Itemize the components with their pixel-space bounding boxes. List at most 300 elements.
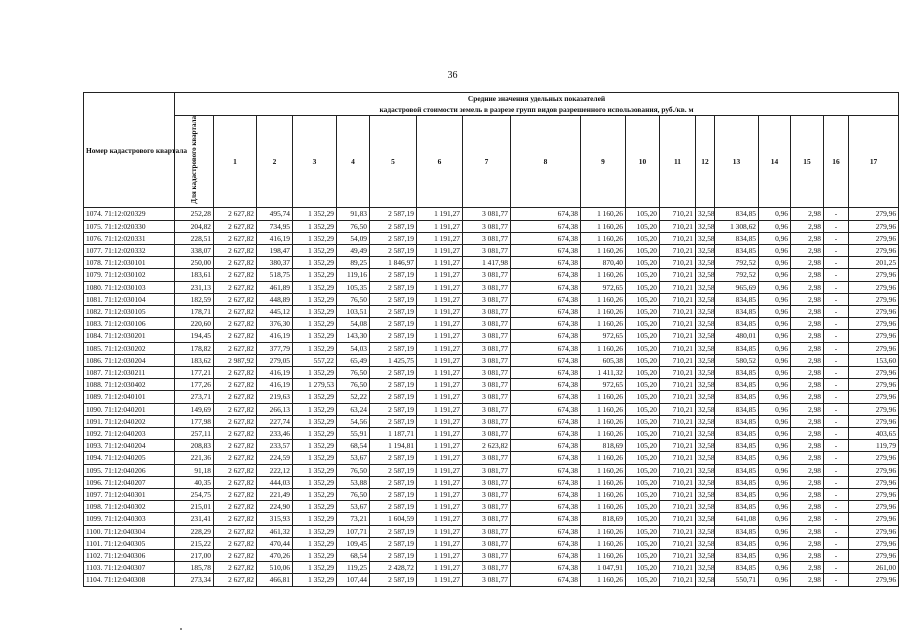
value-cell: 105,20 [626, 513, 660, 525]
kvartal-number-cell: 1081. 71:12:030104 [84, 293, 175, 305]
value-cell: 3 081,77 [463, 550, 511, 562]
value-cell: 2,98 [791, 440, 824, 452]
value-cell: 2,98 [791, 220, 824, 232]
value-cell: 32,58 [696, 452, 715, 464]
value-cell: 416,19 [257, 379, 293, 391]
value-cell: 105,20 [626, 354, 660, 366]
value-cell: 2 587,19 [370, 452, 417, 464]
value-cell: 1 352,29 [293, 574, 337, 586]
value-cell: - [824, 489, 849, 501]
value-cell: 2,98 [791, 525, 824, 537]
value-cell: 510,06 [257, 562, 293, 574]
table-row [84, 452, 899, 464]
value-cell: 1 308,62 [715, 220, 759, 232]
value-cell: 153,60 [849, 354, 899, 366]
value-cell: - [824, 562, 849, 574]
value-cell: 105,20 [626, 220, 660, 232]
value-cell: 2 587,19 [370, 330, 417, 342]
value-cell: 105,20 [626, 281, 660, 293]
value-cell: 710,21 [660, 525, 696, 537]
value-cell: 2 587,19 [370, 305, 417, 317]
value-cell: 1 352,29 [293, 513, 337, 525]
quarter-value-cell: 221,36 [175, 452, 214, 464]
kvartal-number-cell: 1074. 71:12:020329 [84, 208, 175, 220]
table-row [84, 415, 899, 427]
value-cell: 1 047,91 [581, 562, 626, 574]
table-row [84, 281, 899, 293]
value-cell: 2 627,82 [214, 391, 257, 403]
value-cell: 834,85 [715, 452, 759, 464]
kvartal-number-cell: 1078. 71:12:030101 [84, 257, 175, 269]
value-cell: 1 191,27 [417, 330, 463, 342]
table-row [84, 330, 899, 342]
value-cell: 2,98 [791, 403, 824, 415]
value-cell: 674,38 [511, 562, 581, 574]
quarter-value-cell: 273,71 [175, 391, 214, 403]
value-cell: 1 352,29 [293, 366, 337, 378]
value-cell: 0,96 [759, 354, 791, 366]
value-cell: 279,96 [849, 464, 899, 476]
table-row [84, 513, 899, 525]
kvartal-number-cell: 1080. 71:12:030103 [84, 281, 175, 293]
value-cell: 2,98 [791, 415, 824, 427]
value-cell: 279,96 [849, 208, 899, 220]
quarter-value-cell: 178,82 [175, 342, 214, 354]
value-cell: 0,96 [759, 305, 791, 317]
table-row [84, 232, 899, 244]
value-cell: - [824, 220, 849, 232]
value-cell: 480,01 [715, 330, 759, 342]
quarter-value-cell: 185,78 [175, 562, 214, 574]
column-number-header: 6 [417, 116, 463, 208]
value-cell: 1 191,27 [417, 208, 463, 220]
value-cell: 0,96 [759, 464, 791, 476]
value-cell: - [824, 318, 849, 330]
value-cell: 2 627,82 [214, 318, 257, 330]
column-number-header: 3 [293, 116, 337, 208]
value-cell: 54,08 [337, 318, 370, 330]
value-cell: 54,56 [337, 415, 370, 427]
value-cell: 3 081,77 [463, 415, 511, 427]
value-cell: 1 352,29 [293, 232, 337, 244]
value-cell: 0,96 [759, 318, 791, 330]
value-cell: 466,81 [257, 574, 293, 586]
value-cell: 279,96 [849, 501, 899, 513]
value-cell: 2,98 [791, 501, 824, 513]
value-cell: 470,26 [257, 550, 293, 562]
value-cell: 2,98 [791, 550, 824, 562]
value-cell: 0,96 [759, 562, 791, 574]
value-cell: 965,69 [715, 281, 759, 293]
value-cell: 3 081,77 [463, 574, 511, 586]
value-cell: 3 081,77 [463, 562, 511, 574]
value-cell: 32,58 [696, 330, 715, 342]
value-cell: 1 352,29 [293, 244, 337, 256]
value-cell: 3 081,77 [463, 330, 511, 342]
value-cell: 2 587,19 [370, 366, 417, 378]
value-cell: 105,35 [337, 281, 370, 293]
value-cell: 1 352,29 [293, 391, 337, 403]
value-cell: 0,96 [759, 403, 791, 415]
value-cell: 834,85 [715, 562, 759, 574]
value-cell: 674,38 [511, 269, 581, 281]
value-cell: - [824, 464, 849, 476]
value-cell: - [824, 379, 849, 391]
value-cell: 3 081,77 [463, 269, 511, 281]
quarter-value-cell: 177,26 [175, 379, 214, 391]
value-cell: 105,20 [626, 257, 660, 269]
value-cell: 792,52 [715, 257, 759, 269]
value-cell: 2 627,82 [214, 257, 257, 269]
value-cell: 65,49 [337, 354, 370, 366]
value-cell: 1 160,26 [581, 550, 626, 562]
value-cell: 105,20 [626, 232, 660, 244]
value-cell: 1 160,26 [581, 208, 626, 220]
value-cell: 105,20 [626, 391, 660, 403]
table-row [84, 269, 899, 281]
value-cell: 1 191,27 [417, 550, 463, 562]
value-cell: 605,38 [581, 354, 626, 366]
kvartal-number-cell: 1097. 71:12:040301 [84, 489, 175, 501]
kvartal-number-cell: 1087. 71:12:030211 [84, 366, 175, 378]
group-header [175, 93, 899, 116]
quarter-value-cell: 204,82 [175, 220, 214, 232]
value-cell: 445,12 [257, 305, 293, 317]
kvartal-number-cell: 1084. 71:12:030201 [84, 330, 175, 342]
value-cell: 53,88 [337, 476, 370, 488]
kvartal-number-cell: 1094. 71:12:040205 [84, 452, 175, 464]
value-cell: - [824, 269, 849, 281]
value-cell: 834,85 [715, 366, 759, 378]
value-cell: 2 627,82 [214, 244, 257, 256]
value-cell: 1 352,29 [293, 220, 337, 232]
table-row [84, 562, 899, 574]
value-cell: 105,20 [626, 452, 660, 464]
value-cell: 1 160,26 [581, 452, 626, 464]
value-cell: 1 425,75 [370, 354, 417, 366]
value-cell: 1 279,53 [293, 379, 337, 391]
value-cell: 105,20 [626, 427, 660, 439]
value-cell: 54,09 [337, 232, 370, 244]
value-cell: 0,96 [759, 244, 791, 256]
value-cell: 674,38 [511, 244, 581, 256]
value-cell: 2 587,19 [370, 476, 417, 488]
kvartal-number-cell: 1101. 71:12:040305 [84, 537, 175, 549]
value-cell: 2 587,19 [370, 379, 417, 391]
value-cell: 674,38 [511, 330, 581, 342]
value-cell: 0,96 [759, 330, 791, 342]
quarter-value-cell: 217,00 [175, 550, 214, 562]
kvartal-number-cell: 1089. 71:12:040101 [84, 391, 175, 403]
kvartal-number-cell: 1075. 71:12:020330 [84, 220, 175, 232]
value-cell: 376,30 [257, 318, 293, 330]
value-cell: 76,50 [337, 379, 370, 391]
value-cell: 2 587,19 [370, 220, 417, 232]
value-cell: 710,21 [660, 427, 696, 439]
value-cell: 2,98 [791, 574, 824, 586]
value-cell: 1 352,29 [293, 257, 337, 269]
quarter-column-header [175, 116, 214, 208]
value-cell: 2 627,82 [214, 232, 257, 244]
value-cell: 32,58 [696, 342, 715, 354]
kvartal-number-cell: 1100. 71:12:040304 [84, 525, 175, 537]
value-cell: 2 627,82 [214, 342, 257, 354]
value-cell: 1 191,27 [417, 305, 463, 317]
value-cell: 1 160,26 [581, 489, 626, 501]
value-cell: 105,20 [626, 330, 660, 342]
value-cell: 2 627,82 [214, 464, 257, 476]
value-cell: 1 352,29 [293, 440, 337, 452]
group-header-line1: Средние значения удельных показателей [467, 94, 606, 103]
value-cell: - [824, 354, 849, 366]
value-cell: 233,57 [257, 440, 293, 452]
quarter-value-cell: 257,11 [175, 427, 214, 439]
value-cell: 1 191,27 [417, 342, 463, 354]
kvartal-number-cell: 1082. 71:12:030105 [84, 305, 175, 317]
value-cell: 674,38 [511, 281, 581, 293]
value-cell: 32,58 [696, 403, 715, 415]
quarter-value-cell: 231,13 [175, 281, 214, 293]
quarter-value-cell: 178,71 [175, 305, 214, 317]
value-cell: - [824, 501, 849, 513]
value-cell: 550,71 [715, 574, 759, 586]
table-row [84, 220, 899, 232]
value-cell: 3 081,77 [463, 403, 511, 415]
value-cell: 2 987,92 [214, 354, 257, 366]
value-cell: 68,54 [337, 550, 370, 562]
value-cell: 2 627,82 [214, 305, 257, 317]
value-cell: 461,89 [257, 281, 293, 293]
value-cell: 32,58 [696, 220, 715, 232]
value-cell: 2 627,82 [214, 501, 257, 513]
value-cell: 2 627,82 [214, 403, 257, 415]
value-cell: 279,96 [849, 220, 899, 232]
value-cell: 1 191,27 [417, 574, 463, 586]
value-cell: 1 352,29 [293, 476, 337, 488]
table-row [84, 464, 899, 476]
value-cell: 1 191,27 [417, 293, 463, 305]
value-cell: 3 081,77 [463, 366, 511, 378]
value-cell: 674,38 [511, 550, 581, 562]
value-cell: 3 081,77 [463, 293, 511, 305]
value-cell: 279,96 [849, 513, 899, 525]
value-cell: 1 191,27 [417, 244, 463, 256]
value-cell: 279,96 [849, 269, 899, 281]
value-cell: 1 352,29 [293, 281, 337, 293]
value-cell: 470,44 [257, 537, 293, 549]
value-cell: 1 191,27 [417, 476, 463, 488]
kvartal-number-cell: 1103. 71:12:040307 [84, 562, 175, 574]
value-cell: 2 428,72 [370, 562, 417, 574]
value-cell: 105,20 [626, 501, 660, 513]
value-cell: 710,21 [660, 342, 696, 354]
table-row [84, 354, 899, 366]
value-cell: 2 627,82 [214, 574, 257, 586]
value-cell: 105,20 [626, 244, 660, 256]
value-cell: 105,20 [626, 342, 660, 354]
value-cell: 1 191,27 [417, 562, 463, 574]
quarter-value-cell: 215,22 [175, 537, 214, 549]
value-cell: 2 623,82 [463, 440, 511, 452]
value-cell: 279,96 [849, 342, 899, 354]
value-cell: 279,96 [849, 366, 899, 378]
value-cell: 2 587,19 [370, 318, 417, 330]
value-cell: 105,20 [626, 574, 660, 586]
value-cell: 1 411,32 [581, 366, 626, 378]
value-cell: 834,85 [715, 342, 759, 354]
quarter-value-cell: 252,28 [175, 208, 214, 220]
value-cell: 279,96 [849, 391, 899, 403]
value-cell: 2 627,82 [214, 220, 257, 232]
column-number-header: 2 [257, 116, 293, 208]
value-cell: 2,98 [791, 366, 824, 378]
value-cell: 105,20 [626, 366, 660, 378]
value-cell: 2,98 [791, 208, 824, 220]
value-cell: 972,65 [581, 330, 626, 342]
value-cell: 3 081,77 [463, 379, 511, 391]
value-cell: 444,03 [257, 476, 293, 488]
kvartal-number-cell: 1092. 71:12:040203 [84, 427, 175, 439]
quarter-value-cell: 194,45 [175, 330, 214, 342]
value-cell: 972,65 [581, 379, 626, 391]
kvartal-number-cell: 1093. 71:12:040204 [84, 440, 175, 452]
value-cell: 261,00 [849, 562, 899, 574]
table-row [84, 293, 899, 305]
value-cell: 279,96 [849, 330, 899, 342]
value-cell: 1 191,27 [417, 501, 463, 513]
value-cell: 0,96 [759, 525, 791, 537]
value-cell: 710,21 [660, 354, 696, 366]
value-cell: 3 081,77 [463, 354, 511, 366]
value-cell: 105,20 [626, 562, 660, 574]
value-cell: 2 627,82 [214, 281, 257, 293]
value-cell: 416,19 [257, 232, 293, 244]
value-cell: 448,89 [257, 293, 293, 305]
value-cell: 710,21 [660, 403, 696, 415]
table-row [84, 537, 899, 549]
value-cell: 2,98 [791, 476, 824, 488]
value-cell: 0,96 [759, 208, 791, 220]
value-cell: 279,05 [257, 354, 293, 366]
value-cell: 53,67 [337, 452, 370, 464]
value-cell: 279,96 [849, 415, 899, 427]
value-cell: 201,25 [849, 257, 899, 269]
value-cell: 3 081,77 [463, 489, 511, 501]
value-cell: 1 160,26 [581, 269, 626, 281]
value-cell: 0,96 [759, 281, 791, 293]
value-cell: 1 191,27 [417, 220, 463, 232]
value-cell: 834,85 [715, 464, 759, 476]
quarter-value-cell: 220,60 [175, 318, 214, 330]
value-cell: 2,98 [791, 513, 824, 525]
value-cell: 870,40 [581, 257, 626, 269]
value-cell: 972,65 [581, 281, 626, 293]
value-cell: 3 081,77 [463, 464, 511, 476]
value-cell: 1 352,29 [293, 501, 337, 513]
value-cell: 710,21 [660, 330, 696, 342]
column-number-header: 9 [581, 116, 626, 208]
value-cell: 76,50 [337, 464, 370, 476]
value-cell: 76,50 [337, 489, 370, 501]
value-cell: - [824, 244, 849, 256]
kvartal-number-cell: 1096. 71:12:040207 [84, 476, 175, 488]
column-number-header: 1 [214, 116, 257, 208]
value-cell: 1 352,29 [293, 550, 337, 562]
value-cell: 2 587,19 [370, 525, 417, 537]
value-cell: 0,96 [759, 427, 791, 439]
value-cell: 3 081,77 [463, 244, 511, 256]
value-cell: - [824, 440, 849, 452]
value-cell: 105,20 [626, 415, 660, 427]
value-cell: 32,58 [696, 293, 715, 305]
value-cell: 32,58 [696, 269, 715, 281]
value-cell: 1 352,29 [293, 452, 337, 464]
value-cell: 0,96 [759, 269, 791, 281]
kvartal-number-cell: 1095. 71:12:040206 [84, 464, 175, 476]
value-cell: 1 191,27 [417, 257, 463, 269]
column-number-header: 16 [824, 116, 849, 208]
value-cell: 2 587,19 [370, 464, 417, 476]
value-cell: 2,98 [791, 452, 824, 464]
value-cell: 1 846,97 [370, 257, 417, 269]
value-cell: 0,96 [759, 257, 791, 269]
value-cell: 834,85 [715, 550, 759, 562]
value-cell: 2,98 [791, 330, 824, 342]
value-cell: 674,38 [511, 208, 581, 220]
value-cell: 224,59 [257, 452, 293, 464]
value-cell: 224,90 [257, 501, 293, 513]
value-cell: 1 191,27 [417, 269, 463, 281]
value-cell: 2 627,82 [214, 293, 257, 305]
value-cell: 0,96 [759, 366, 791, 378]
table-row [84, 427, 899, 439]
value-cell: 105,20 [626, 293, 660, 305]
value-cell: 32,58 [696, 232, 715, 244]
value-cell: 55,91 [337, 427, 370, 439]
value-cell: 2 587,19 [370, 281, 417, 293]
value-cell: 3 081,77 [463, 391, 511, 403]
value-cell: 1 191,27 [417, 464, 463, 476]
value-cell: 0,96 [759, 537, 791, 549]
value-cell: 32,58 [696, 513, 715, 525]
value-cell: - [824, 537, 849, 549]
value-cell: 2 627,82 [214, 525, 257, 537]
value-cell: 1 160,26 [581, 342, 626, 354]
value-cell: 674,38 [511, 464, 581, 476]
value-cell: - [824, 281, 849, 293]
value-cell: 2 587,19 [370, 391, 417, 403]
value-cell: 0,96 [759, 391, 791, 403]
value-cell: 710,21 [660, 281, 696, 293]
value-cell: 76,50 [337, 366, 370, 378]
value-cell: 2 627,82 [214, 427, 257, 439]
value-cell: - [824, 476, 849, 488]
value-cell: - [824, 550, 849, 562]
table-row [84, 366, 899, 378]
value-cell: 32,58 [696, 464, 715, 476]
value-cell: 105,20 [626, 379, 660, 391]
value-cell: 107,44 [337, 574, 370, 586]
value-cell: - [824, 208, 849, 220]
value-cell: 315,93 [257, 513, 293, 525]
value-cell: - [824, 427, 849, 439]
value-cell: 0,96 [759, 379, 791, 391]
value-cell: 2 627,82 [214, 269, 257, 281]
quarter-value-cell: 183,61 [175, 269, 214, 281]
quarter-value-cell: 228,51 [175, 232, 214, 244]
value-cell: 710,21 [660, 574, 696, 586]
value-cell: 105,20 [626, 208, 660, 220]
